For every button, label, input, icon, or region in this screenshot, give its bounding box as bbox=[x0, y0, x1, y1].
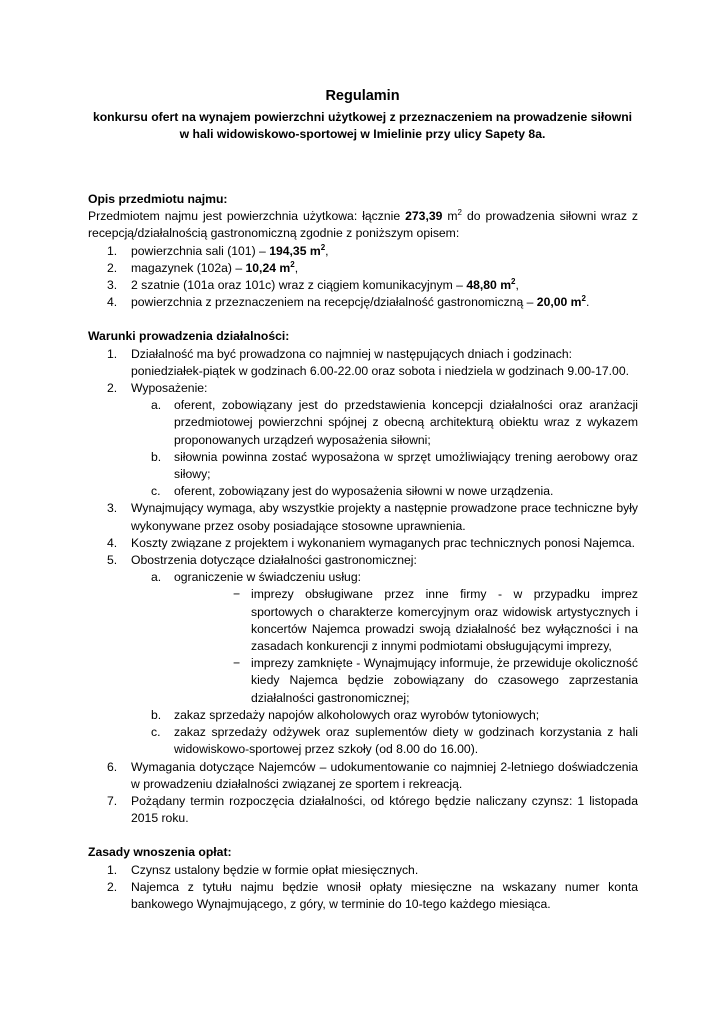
sublist bbox=[131, 569, 638, 758]
list-item: 7. Pożądany termin rozpoczęcia działalności, od którego będzie naliczany czynsz: 1 listopada 2015 roku. bbox=[107, 793, 638, 826]
list-item: 6. Wymagania dotyczące Najemców – udokumentowanie co najmniej 2-letniego doświadczenia w prowadzeniu działalności związanej ze sportem i rekreacją. bbox=[107, 759, 638, 791]
list-item: 1. powierzchnia sali (101) – 194,35 $m^2$, bbox=[107, 242, 329, 258]
list-item: c. zakaz sprzedaży odżywek oraz suplementów diety w godzinach korzystania z hali widowiskowo-sportowej przez szkoły (od 8.00 do 16.00). bbox=[151, 725, 638, 757]
subtitle-line: konkursu ofert na wynajem powierzchni użytkowej z przeznaczeniem na prowadzenie siłowni bbox=[92, 110, 633, 124]
list-item: 3. Wynajmujący wymaga, aby wszystkie projekty a następnie prowadzone prace techniczne były wykonywane przez osoby posiadające stosowne uprawnienia. bbox=[107, 501, 638, 533]
list-item: 2. Najemca z tytułu najmu będzie wnosił opłaty miesięczne na wskazany numer konta bankowego Wynajmującego, z góry, w terminie do 10-tego każdego miesiąca. bbox=[107, 879, 638, 911]
sublist bbox=[131, 397, 638, 500]
list-item: − imprezy zamknięte - Wynajmujący informuje, że przewiduje okoliczność kiedy Najemca będzie zobowiązany do czasowego zaprzestania działalności gastronomicznej; bbox=[233, 656, 638, 705]
list-item: 2. magazynek (102a) – 10,24 $m^2$, bbox=[107, 259, 299, 275]
document-title: Regulamin bbox=[325, 88, 400, 104]
list-item: 3. 2 szatnie (101a oraz 101c) wraz z ciągiem komunikacyjnym – 48,80 $m^2$, bbox=[107, 276, 519, 293]
document-body bbox=[88, 191, 638, 913]
list-item: 4. powierzchnia z przeznaczeniem na recepcję/działalność gastronomiczną – 20,00 $m^2$. bbox=[107, 294, 590, 310]
list-item: 1. Czynsz ustalony będzie w formie opłat miesięcznych. bbox=[107, 862, 419, 877]
list-item: 2. Wyposażenie: a. oferent, zobowiązany jest do przedstawienia koncepcji działalności oraz aranżacji przedmiotowej powierzchni spójnej z obecną architekturą obiektu wraz z wykazem proponowanych urządzeń wyposażenia siłowni; b. siłownia powinna zostać wyposażona w sprzęt umożliwiający trening aerobowy oraz siłowy; c. oferent, zobowiązany jest do wyposażenia siłowni w nowe urządzenia. bbox=[88, 380, 638, 500]
section-heading-oplaty: Zasady wnoszenia opłat: bbox=[88, 845, 232, 860]
subtitle-line: w hali widowiskowo-sportowej w Imielinie przy ulicy Sapety 8a. bbox=[179, 127, 546, 142]
list-item: 4. Koszty związane z projektem i wykonaniem wymaganych prac technicznych ponosi Najemca. bbox=[107, 535, 635, 550]
list-item: a. ograniczenie w świadczeniu usług: − imprezy obsługiwane przez inne firmy - w przypadku imprez sportowych o charakterze komercyjnym oraz widowisk artystycznych i koncertów Najemca prowadzi swoją działalność bez wyłączności i na zasadach konkurencji z innymi podmiotami obsługującymi imprezy, − imprezy zamknięte - Wynajmujący informuje, że przewiduje okoliczność kiedy Najemca będzie zobowiązany do czasowego zaprzestania działalności gastronomicznej; bbox=[131, 569, 638, 707]
payment-list bbox=[88, 862, 638, 914]
document-subtitle bbox=[60, 109, 665, 143]
dash-list bbox=[174, 586, 638, 706]
list-item: − imprezy obsługiwane przez inne firmy - w przypadku imprez sportowych o charakterze komercyjnym oraz widowisk artystycznych i koncertów Najemca prowadzi swoją działalność bez wyłączności i na zasadach konkurencji z innymi podmiotami obsługującymi imprezy, bbox=[233, 587, 638, 654]
list-item: b. zakaz sprzedaży napojów alkoholowych oraz wyrobów tytoniowych; bbox=[151, 707, 540, 722]
section1-intro: Przedmiotem najmu jest powierzchnia użytkowa: łącznie 273,39 $m^2$ do prowadzenia siłowni wraz z recepcją/działalnością gastronomiczną zgodnie z poniższym opisem: bbox=[88, 208, 638, 241]
section-heading-opis: Opis przedmiotu najmu: bbox=[88, 192, 228, 206]
conditions-list bbox=[88, 346, 638, 828]
list-item: c. oferent, zobowiązany jest do wyposażenia siłowni w nowe urządzenia. bbox=[151, 484, 554, 499]
list-item: a. oferent, zobowiązany jest do przedstawienia koncepcji działalności oraz aranżacji przedmiotowej powierzchni spójnej z obecną architekturą obiektu wraz z wykazem proponowanych urządzeń wyposażenia siłowni; bbox=[151, 398, 638, 447]
section-heading-warunki: Warunki prowadzenia działalności: bbox=[88, 329, 290, 344]
area-list bbox=[88, 243, 638, 312]
list-item: b. siłownia powinna zostać wyposażona w sprzęt umożliwiający trening aerobowy oraz siłowy; bbox=[151, 449, 638, 482]
list-item: 5. Obostrzenia dotyczące działalności gastronomicznej: a. ograniczenie w świadczeniu usług: − imprezy obsługiwane przez inne firmy - w przypadku imprez sportowych o charakterze komercyjnym oraz widowisk artystycznych i koncertów Najemca prowadzi swoją działalność bez wyłączności i na zasadach konkurencji z innymi podmiotami obsługującymi imprezy, − imprezy zamknięte - Wynajmujący informuje, że przewiduje okoliczność kiedy Najemca będzie zobowiązany do czasowego zaprzestania działalności gastronomicznej; b. zakaz sprzedaży napojów alkoholowych oraz wyrobów tytoniowych; c. zakaz sprzedaży odżywek oraz suplementów diety w godzinach korzystania z hali widowiskowo-sportowej przez szkoły (od 8.00 do 16.00). bbox=[88, 552, 638, 758]
list-item: 1. Działalność ma być prowadzona co najmniej w następujących dniach i godzinach: poniedziałek-piątek w godzinach 6.00-22.00 oraz sobota i niedziela w godzinach 9.00-17.00. bbox=[107, 346, 629, 378]
